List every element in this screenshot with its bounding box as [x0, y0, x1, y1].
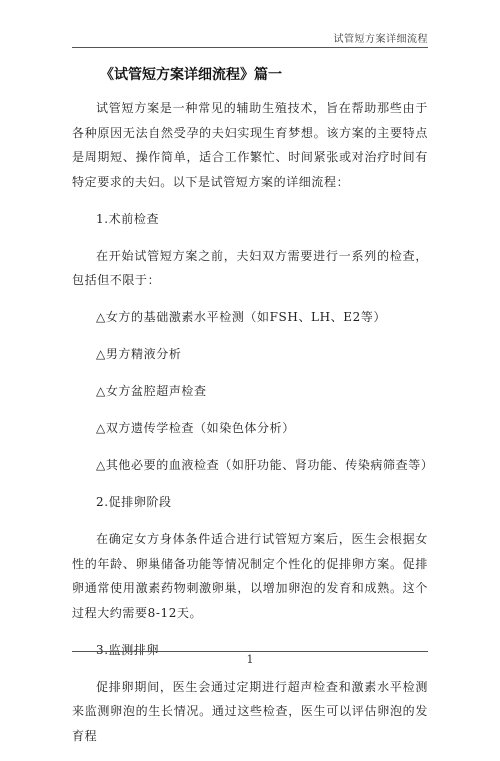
list-item: △女方盆腔超声检查 [96, 384, 207, 398]
page-number: 1 [246, 653, 254, 666]
paragraph: 在开始试管短方案之前，夫妇双方需要进行一系列的检查，包括但不限于： [72, 248, 428, 287]
section-heading-1: 1.术前检查 [96, 211, 160, 226]
section-heading-2: 2.促排卵阶段 [96, 495, 172, 509]
list-item: △女方的基础激素水平检测（如FSH、LH、E2等） [96, 310, 387, 324]
running-header-title: 试管短方案详细流程 [333, 34, 428, 45]
list-item: △男方精液分析 [96, 347, 182, 361]
list-item: △双方遗传学检查（如染色体分析） [96, 421, 295, 435]
paragraph: 在确定女方身体条件适合进行试管短方案后，医生会根据女性的年龄、卵巢储备功能等情况制定个性化的促排卵方案。促排卵通常使用激素药物刺激卵巢，以增加卵泡的发育和成熟。这个过程大约需要8-12天。 [72, 532, 428, 620]
document-title: 《试管短方案详细流程》篇一 [100, 67, 282, 83]
header-divider [72, 47, 428, 48]
list-item: △其他必要的血液检查（如肝功能、肾功能、传染病筛查等） [96, 458, 434, 472]
paragraph: 促排卵期间，医生会通过定期进行超声检查和激素水平检测来监测卵泡的生长情况。通过这些检查，医生可以评估卵泡的发育程 [72, 679, 428, 743]
footer-divider [72, 651, 428, 652]
section-heading-3: 3.监测排卵 [96, 642, 160, 657]
intro-paragraph: 试管短方案是一种常见的辅助生殖技术，旨在帮助那些由于各种原因无法自然受孕的夫妇实现生育梦想。该方案的主要特点是周期短、操作简单，适合工作繁忙、时间紧张或对治疗时间有特定要求的夫妇。以下是试管短方案的详细流程： [72, 101, 428, 189]
